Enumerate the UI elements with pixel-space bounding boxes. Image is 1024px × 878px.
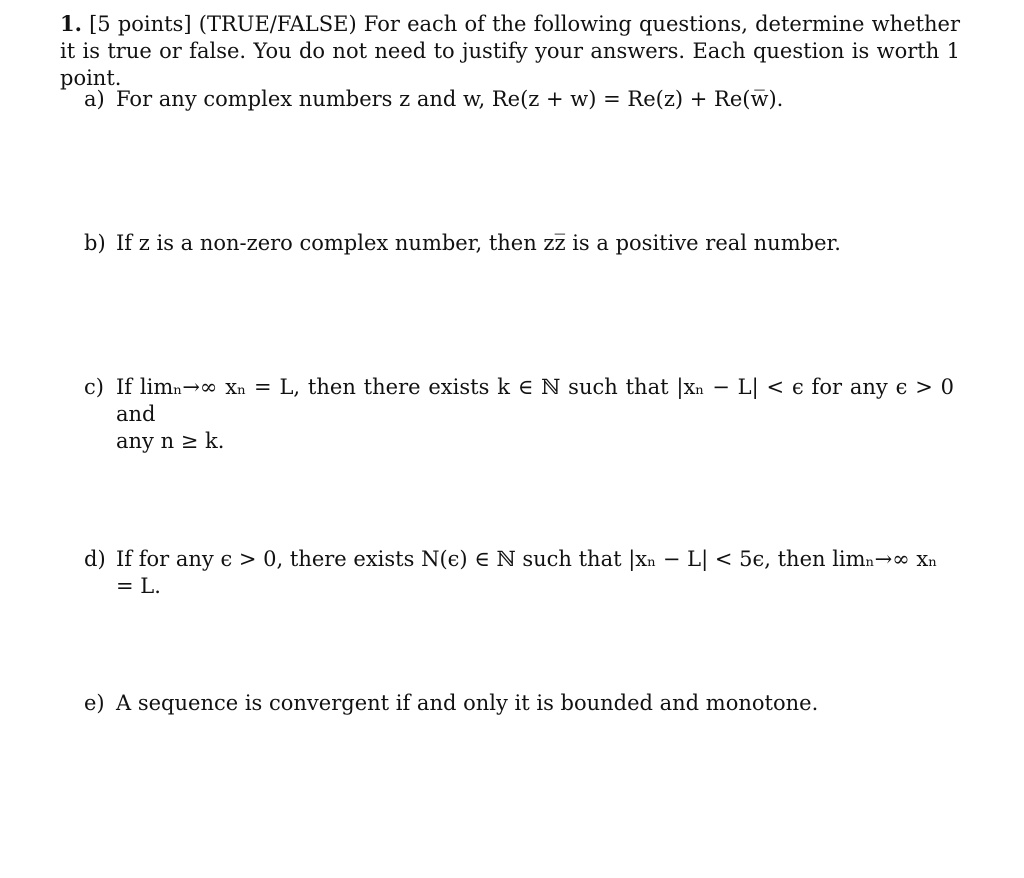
question-b: [84, 230, 954, 257]
question-d: [84, 546, 954, 600]
problem-instructions: [5 points] (TRUE/FALSE) For each of the following questions, determine whether it is true or false. You do not need to justify your answers. Each question is worth 1 point.: [60, 12, 960, 90]
question-a-label: a): [84, 87, 105, 111]
question-d-text: If for any ϵ > 0, there exists N(ϵ) ∈ ℕ such that |xₙ − L| < 5ϵ, then limₙ→∞ xₙ = L.: [116, 547, 938, 598]
question-c-label: c): [84, 375, 104, 399]
question-b-text: If z is a non-zero complex number, then zz̅ is a positive real number.: [116, 231, 841, 255]
problem-number: 1.: [60, 11, 82, 36]
question-c: [84, 374, 954, 455]
question-e-label: e): [84, 691, 105, 715]
question-d-label: d): [84, 547, 106, 571]
question-c-text-line1: If limₙ→∞ xₙ = L, then there exists k ∈ ℕ such that |xₙ − L| < ϵ for any ϵ > 0 and: [116, 375, 954, 426]
question-a-text: For any complex numbers z and w, Re(z + w) = Re(z) + Re(w̅).: [116, 87, 784, 111]
question-e: [84, 690, 954, 717]
question-e-text: A sequence is convergent if and only it is bounded and monotone.: [116, 691, 819, 715]
question-a: [84, 86, 954, 113]
question-c-text-line2: any n ≥ k.: [116, 429, 225, 453]
problem-header: [60, 10, 960, 92]
question-b-label: b): [84, 231, 106, 255]
